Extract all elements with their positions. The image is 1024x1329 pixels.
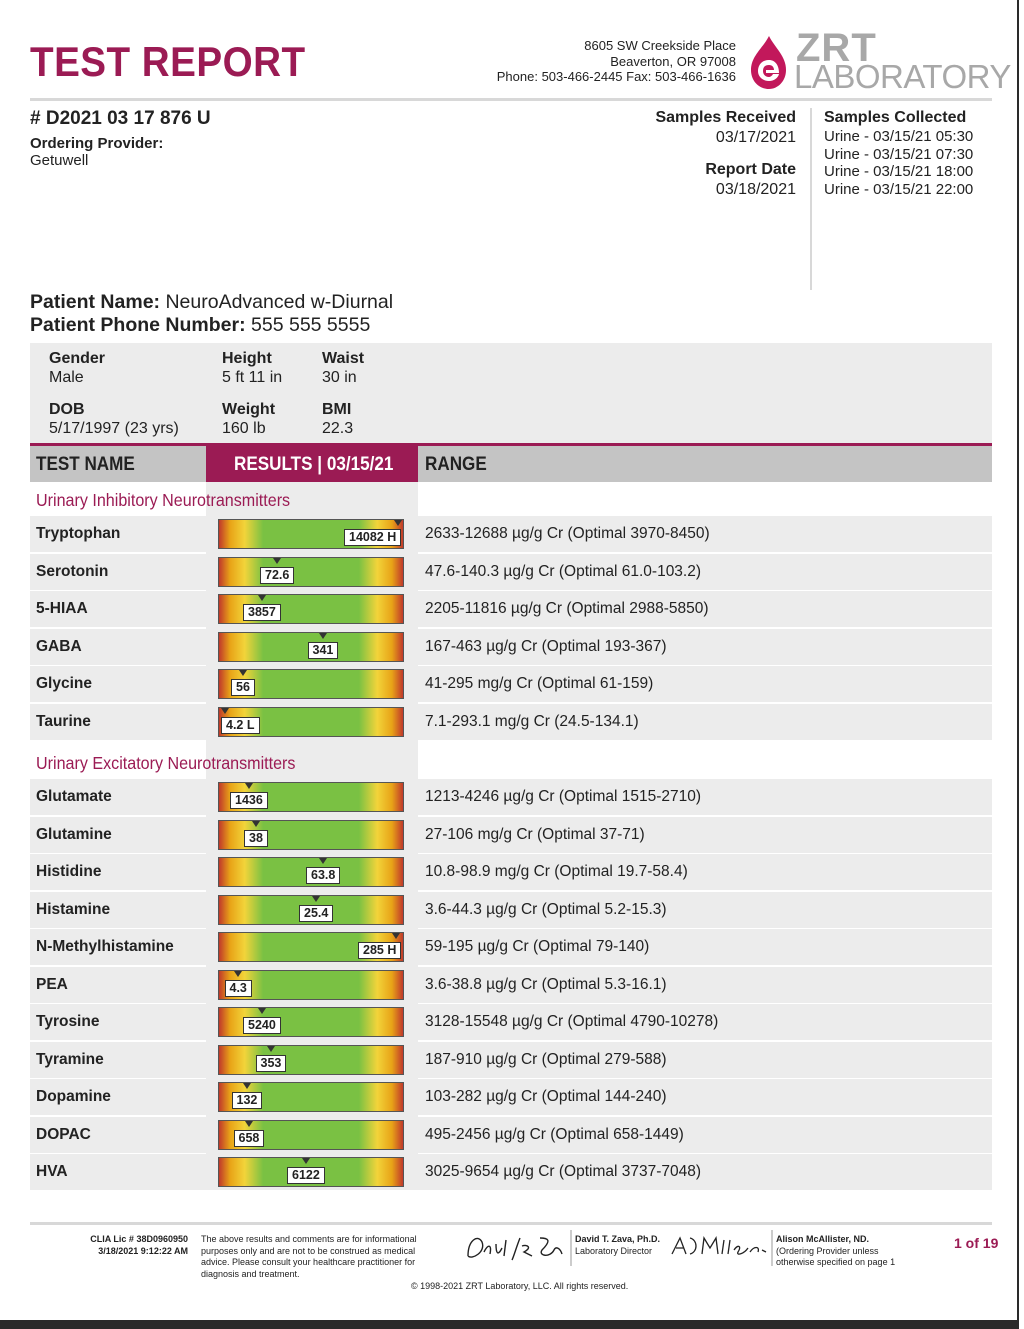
- sample-entry: Urine - 03/15/21 22:00: [824, 180, 974, 198]
- result-value: 6122: [287, 1167, 325, 1184]
- director-name: David T. Zava, Ph.D.: [575, 1234, 661, 1244]
- lab-address: [497, 38, 736, 85]
- reference-range: 3.6-44.3 µg/g Cr (Optimal 5.2-15.3): [425, 900, 667, 918]
- result-gauge: [218, 557, 404, 587]
- height-value: 5 ft 11 in: [222, 369, 283, 386]
- provider-info: [776, 1234, 895, 1269]
- test-name: Glutamate: [36, 788, 112, 805]
- height-label: Height: [222, 350, 272, 367]
- gauge-marker: [239, 670, 247, 676]
- reference-range: 10.8-98.9 mg/g Cr (Optimal 19.7-58.4): [425, 863, 688, 880]
- test-name: Taurine: [36, 712, 91, 730]
- test-name: Histidine: [36, 863, 102, 880]
- waist-cell: [322, 349, 364, 387]
- col-test-name: TEST NAME: [36, 454, 135, 475]
- gauge-marker: [234, 971, 242, 977]
- result-gauge: [218, 594, 404, 624]
- result-gauge: [218, 1045, 404, 1075]
- weight-label: Weight: [222, 401, 276, 418]
- phone-fax: Phone: 503-466-2445 Fax: 503-466-1636: [496, 69, 736, 84]
- reference-range: 2205-11816 µg/g Cr (Optimal 2988-5850): [425, 600, 709, 617]
- address-line-1: 8605 SW Creekside Place: [584, 38, 736, 53]
- provider-signature: [668, 1232, 768, 1260]
- reference-range: 3.6-38.8 µg/g Cr (Optimal 5.3-16.1): [425, 975, 667, 993]
- gauge-marker: [267, 1046, 275, 1052]
- result-gauge: [218, 1120, 404, 1150]
- result-value: 56: [231, 679, 255, 696]
- provider-name: Alison McAllister, ND.: [776, 1234, 870, 1244]
- test-name: 5-HIAA: [36, 600, 88, 617]
- patient-name-label: Patient Name:: [30, 291, 161, 313]
- test-name: N-Methylhistamine: [36, 938, 174, 955]
- sample-entry: Urine - 03/15/21 18:00: [824, 163, 974, 180]
- table-row: [30, 1004, 992, 1040]
- gauge-marker: [252, 821, 260, 827]
- dob-label: DOB: [49, 401, 85, 418]
- zrt-logo: [748, 26, 1011, 96]
- director-title: Laboratory Director: [575, 1245, 653, 1256]
- result-value: 14082 H: [344, 529, 401, 546]
- gauge-marker: [392, 933, 400, 939]
- result-gauge: [218, 895, 404, 925]
- clia-info: [90, 1234, 188, 1257]
- col-range: RANGE: [425, 454, 487, 475]
- gender-value: Male: [49, 369, 84, 386]
- result-value: 25.4: [299, 905, 333, 922]
- disclaimer-line: advice. Please consult your healthcare practitioner for: [201, 1257, 416, 1267]
- result-gauge: [218, 970, 404, 1000]
- section-title: Urinary Excitatory Neurotransmitters: [36, 753, 296, 773]
- waist-value: 30 in: [322, 369, 357, 386]
- director-info: [575, 1234, 660, 1257]
- gauge-marker: [312, 896, 320, 902]
- logo-text-zrt: ZRT: [796, 26, 877, 70]
- reference-range: 59-195 µg/g Cr (Optimal 79-140): [425, 938, 650, 955]
- result-gauge: [218, 820, 404, 850]
- clia-number: CLIA Lic # 38D0960950: [90, 1234, 188, 1244]
- test-name: HVA: [36, 1163, 68, 1180]
- address-line-2: Beaverton, OR 97008: [610, 53, 736, 69]
- gauge-fill: [219, 1046, 403, 1074]
- reference-range: 3025-9654 µg/g Cr (Optimal 3737-7048): [425, 1163, 702, 1180]
- report-date-value: 03/18/2021: [715, 181, 796, 198]
- report-date: [705, 160, 796, 200]
- result-gauge: [218, 782, 404, 812]
- gauge-marker: [245, 1121, 253, 1127]
- table-row: [30, 967, 992, 1003]
- demographics-panel: [30, 343, 992, 443]
- disclaimer-line: The above results and comments are for informational: [201, 1234, 417, 1244]
- disclaimer: [201, 1234, 451, 1280]
- gauge-marker: [302, 1158, 310, 1164]
- bmi-cell: [322, 400, 353, 438]
- reference-range: 3128-15548 µg/g Cr (Optimal 4790-10278): [425, 1013, 719, 1030]
- patient-info: [30, 291, 393, 337]
- signature-divider: [570, 1230, 572, 1266]
- provider-note: otherwise specified on page 1: [776, 1257, 896, 1267]
- reference-range: 103-282 µg/g Cr (Optimal 144-240): [425, 1088, 667, 1105]
- result-value: 72.6: [260, 567, 294, 584]
- table-row: [30, 1117, 992, 1153]
- result-value: 341: [308, 642, 339, 659]
- reference-range: 2633-12688 µg/g Cr (Optimal 3970-8450): [425, 525, 710, 542]
- reference-range: 187-910 µg/g Cr (Optimal 279-588): [425, 1050, 667, 1068]
- disclaimer-line: purposes only and are not to be construed as medical: [201, 1245, 416, 1256]
- table-row: [30, 554, 992, 590]
- gauge-marker: [319, 858, 327, 864]
- section-title: Urinary Inhibitory Neurotransmitters: [36, 490, 291, 510]
- samples-received-value: 03/17/2021: [715, 129, 796, 146]
- gender-label: Gender: [49, 350, 106, 367]
- table-row: [30, 1042, 992, 1078]
- reference-range: 41-295 mg/g Cr (Optimal 61-159): [425, 675, 654, 692]
- test-name: Glycine: [36, 675, 92, 692]
- gauge-marker: [221, 708, 229, 714]
- result-gauge: [218, 857, 404, 887]
- table-row: [30, 591, 992, 627]
- test-name: GABA: [36, 637, 82, 655]
- result-value: 4.3: [225, 980, 252, 997]
- result-gauge: [218, 707, 404, 737]
- gauge-marker: [273, 558, 281, 564]
- gauge-marker: [319, 633, 327, 639]
- signature-divider: [771, 1230, 773, 1266]
- dob-cell: [49, 400, 179, 438]
- result-value: 285 H: [358, 942, 401, 959]
- result-value: 63.8: [306, 867, 340, 884]
- test-name: Tyramine: [36, 1050, 104, 1068]
- report-id: # D2021 03 17 876 U: [30, 108, 211, 129]
- patient-phone: 555 555 5555: [251, 314, 371, 336]
- reference-range: 167-463 µg/g Cr (Optimal 193-367): [425, 637, 667, 655]
- table-row: [30, 817, 992, 853]
- gauge-marker: [258, 595, 266, 601]
- sample-entry: Urine - 03/15/21 05:30: [824, 128, 974, 145]
- meta-divider: [810, 108, 812, 290]
- copyright: © 1998-2021 ZRT Laboratory, LLC. All rights reserved.: [411, 1281, 629, 1291]
- test-name: DOPAC: [36, 1125, 91, 1143]
- weight-value: 160 lb: [222, 420, 266, 437]
- samples-collected-label: Samples Collected: [824, 109, 967, 126]
- header-divider: [30, 98, 992, 101]
- result-value: 132: [232, 1092, 263, 1109]
- result-value: 658: [234, 1130, 265, 1147]
- reference-range: 27-106 mg/g Cr (Optimal 37-71): [425, 825, 645, 843]
- test-name: Serotonin: [36, 562, 109, 580]
- gauge-fill: [219, 558, 403, 586]
- gauge-marker: [245, 783, 253, 789]
- table-row: [30, 779, 992, 815]
- test-name: Glutamine: [36, 825, 112, 843]
- patient-name: NeuroAdvanced w-Diurnal: [165, 291, 394, 313]
- reference-range: 47.6-140.3 µg/g Cr (Optimal 61.0-103.2): [425, 562, 702, 580]
- print-timestamp: 3/18/2021 9:12:22 AM: [98, 1245, 188, 1256]
- dob-value: 5/17/1997 (23 yrs): [49, 420, 179, 437]
- result-gauge: [218, 632, 404, 662]
- reference-range: 7.1-293.1 mg/g Cr (24.5-134.1): [425, 712, 639, 730]
- result-value: 1436: [230, 792, 268, 809]
- result-gauge: [218, 932, 404, 962]
- samples-received-label: Samples Received: [655, 109, 796, 126]
- logo-text-laboratory: LABORATORY: [794, 58, 1011, 95]
- table-row: [30, 1154, 992, 1190]
- table-row: [30, 929, 992, 965]
- logo-drop-icon: [748, 34, 790, 92]
- sample-entry: Urine - 03/15/21 07:30: [824, 145, 974, 163]
- result-value: 353: [256, 1055, 287, 1072]
- ordering-provider: [30, 135, 163, 169]
- table-row: [30, 629, 992, 665]
- report-title: TEST REPORT: [30, 38, 306, 85]
- result-value: 3857: [243, 604, 281, 621]
- disclaimer-line: diagnosis and treatment.: [201, 1268, 300, 1279]
- result-value: 4.2 L: [221, 717, 260, 734]
- result-gauge: [218, 519, 404, 549]
- result-gauge: [218, 669, 404, 699]
- table-row: [30, 704, 992, 740]
- col-results: RESULTS | 03/15/21: [234, 454, 394, 475]
- samples-collected: [824, 108, 973, 198]
- ordering-provider-label: Ordering Provider:: [30, 135, 164, 152]
- table-header: [30, 446, 992, 482]
- footer-divider: [30, 1222, 992, 1225]
- test-name: Tyrosine: [36, 1013, 100, 1030]
- test-name: PEA: [36, 975, 68, 993]
- patient-phone-label: Patient Phone Number:: [30, 314, 246, 336]
- bmi-value: 22.3: [322, 420, 354, 437]
- result-value: 38: [244, 830, 268, 847]
- provider-note: (Ordering Provider unless: [776, 1245, 879, 1256]
- gender-cell: [49, 349, 105, 387]
- table-row: [30, 516, 992, 552]
- table-row: [30, 1079, 992, 1115]
- page-number: 1 of 19: [954, 1235, 999, 1251]
- reference-range: 495-2456 µg/g Cr (Optimal 658-1449): [425, 1125, 684, 1143]
- result-gauge: [218, 1157, 404, 1187]
- table-row: [30, 666, 992, 702]
- result-gauge: [218, 1007, 404, 1037]
- table-row: [30, 892, 992, 928]
- director-signature: [462, 1230, 567, 1264]
- table-row: [30, 854, 992, 890]
- result-gauge: [218, 1082, 404, 1112]
- result-value: 5240: [243, 1017, 281, 1034]
- bmi-label: BMI: [322, 401, 352, 418]
- ordering-provider-value: Getuwell: [30, 152, 89, 169]
- gauge-marker: [258, 1008, 266, 1014]
- report-date-label: Report Date: [705, 161, 796, 178]
- waist-label: Waist: [322, 350, 365, 367]
- gauge-marker: [394, 520, 402, 526]
- test-name: Histamine: [36, 900, 111, 918]
- weight-cell: [222, 400, 275, 438]
- height-cell: [222, 349, 282, 387]
- samples-received: [655, 108, 796, 148]
- test-name: Dopamine: [36, 1088, 111, 1105]
- reference-range: 1213-4246 µg/g Cr (Optimal 1515-2710): [425, 788, 702, 805]
- test-name: Tryptophan: [36, 525, 121, 542]
- gauge-marker: [243, 1083, 251, 1089]
